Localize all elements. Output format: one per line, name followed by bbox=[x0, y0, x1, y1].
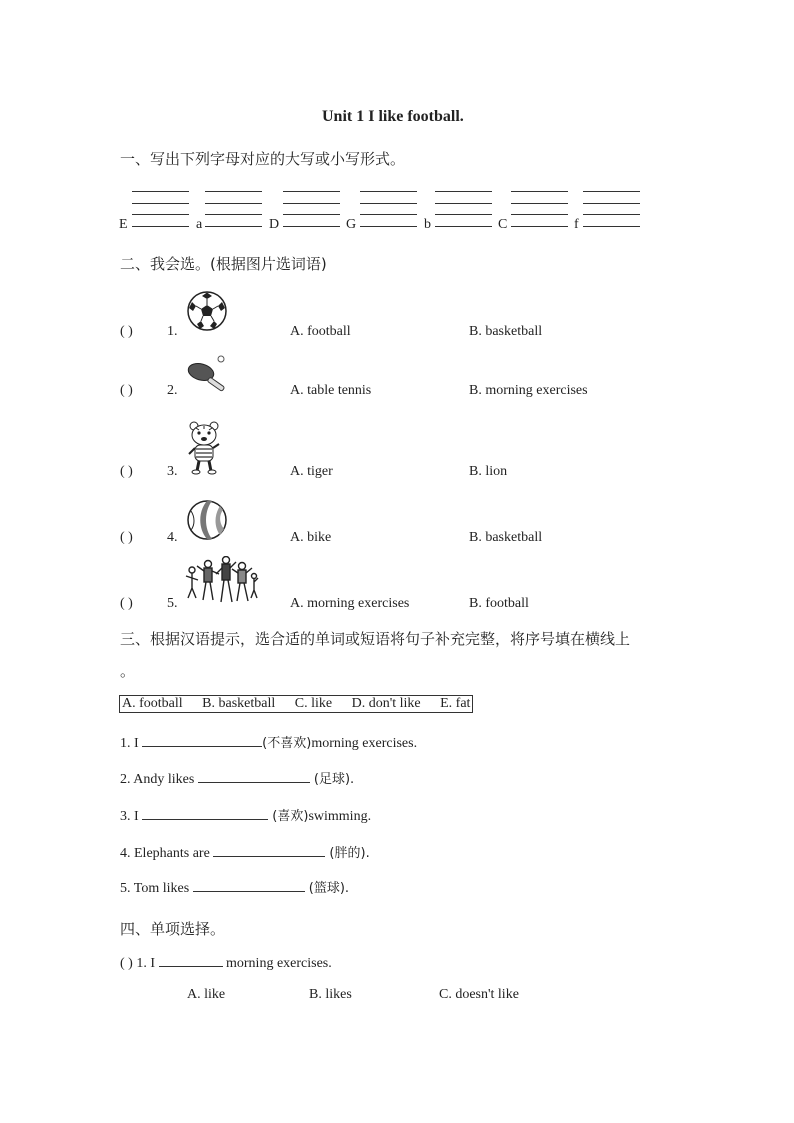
section2-heading: 二、我会选。(根据图片选词语) bbox=[120, 255, 327, 273]
word-options-box bbox=[119, 695, 473, 713]
fill-blank-3[interactable] bbox=[142, 819, 268, 820]
fill-blank-2[interactable] bbox=[198, 782, 310, 783]
letter-1: E bbox=[119, 217, 128, 232]
fill-sentence-1: 1. I (不喜欢)morning exercises. bbox=[120, 736, 418, 751]
section4-heading: 四、单项选择。 bbox=[120, 920, 226, 938]
item1-option-a: A. football bbox=[290, 324, 351, 339]
item2-option-b: B. morning exercises bbox=[469, 383, 588, 398]
item5-option-b: B. football bbox=[469, 596, 529, 611]
fill-sentence-5: 5. Tom likes (篮球). bbox=[120, 881, 350, 896]
word-option-c: C. like bbox=[294, 696, 333, 711]
letter-5: b bbox=[424, 217, 431, 232]
word-option-b: B. basketball bbox=[202, 696, 276, 711]
mc-option-c: C. doesn't like bbox=[439, 987, 519, 1002]
item3-option-b: B. lion bbox=[469, 464, 508, 479]
item1-number: 1. bbox=[167, 324, 178, 339]
letter-6: C bbox=[498, 217, 508, 232]
item4-option-b: B. basketball bbox=[469, 530, 543, 545]
letter-4: G bbox=[346, 217, 357, 232]
fill-blank-4[interactable] bbox=[213, 856, 325, 857]
section1-heading: 一、写出下列字母对应的大写或小写形式。 bbox=[120, 150, 406, 168]
item4-answer-paren[interactable]: ( ) bbox=[120, 530, 133, 545]
letter-3: D bbox=[269, 217, 280, 232]
item5-answer-paren[interactable]: ( ) bbox=[120, 596, 133, 611]
fill-sentence-2: 2. Andy likes (足球). bbox=[120, 772, 355, 787]
word-option-a: A. football bbox=[122, 696, 183, 711]
soccer-ball-picture bbox=[186, 290, 228, 332]
item2-option-a: A. table tennis bbox=[290, 383, 372, 398]
item3-answer-paren[interactable]: ( ) bbox=[120, 464, 133, 479]
fill-sentence-3: 3. I (喜欢)swimming. bbox=[120, 809, 372, 824]
mc-blank bbox=[159, 966, 223, 967]
fill-sentence-4: 4. Elephants are (胖的). bbox=[120, 846, 370, 861]
item4-option-a: A. bike bbox=[290, 530, 332, 545]
item3-option-a: A. tiger bbox=[290, 464, 333, 479]
table-tennis-paddle-picture bbox=[186, 354, 232, 396]
section3-heading-end: 。 bbox=[120, 662, 136, 680]
mc-answer-paren[interactable]: ( ) bbox=[120, 956, 133, 971]
letter-2: a bbox=[196, 217, 203, 232]
section3-heading: 三、根据汉语提示，选合适的单词或短语将句子补充完整，将序号填在横线上 bbox=[120, 630, 631, 648]
fill-blank-5[interactable] bbox=[193, 891, 305, 892]
item1-answer-paren[interactable]: ( ) bbox=[120, 324, 133, 339]
mc-option-a: A. like bbox=[187, 987, 226, 1002]
tiger-picture bbox=[186, 420, 222, 476]
letter-7: f bbox=[574, 217, 579, 232]
word-option-e: E. fat bbox=[440, 696, 471, 711]
mc-question-1: ( ) 1. I morning exercises. bbox=[120, 956, 332, 971]
item3-number: 3. bbox=[167, 464, 178, 479]
item5-option-a: A. morning exercises bbox=[290, 596, 410, 611]
fill-blank-1[interactable] bbox=[142, 746, 262, 747]
item2-answer-paren[interactable]: ( ) bbox=[120, 383, 133, 398]
item2-number: 2. bbox=[167, 383, 178, 398]
item1-option-b: B. basketball bbox=[469, 324, 543, 339]
mc-option-b: B. likes bbox=[309, 987, 352, 1002]
people-exercising-picture bbox=[184, 556, 260, 608]
beach-ball-picture bbox=[186, 499, 228, 541]
word-option-d: D. don't like bbox=[351, 696, 421, 711]
item4-number: 4. bbox=[167, 530, 178, 545]
page-title: Unit 1 I like football. bbox=[322, 108, 464, 125]
item5-number: 5. bbox=[167, 596, 178, 611]
